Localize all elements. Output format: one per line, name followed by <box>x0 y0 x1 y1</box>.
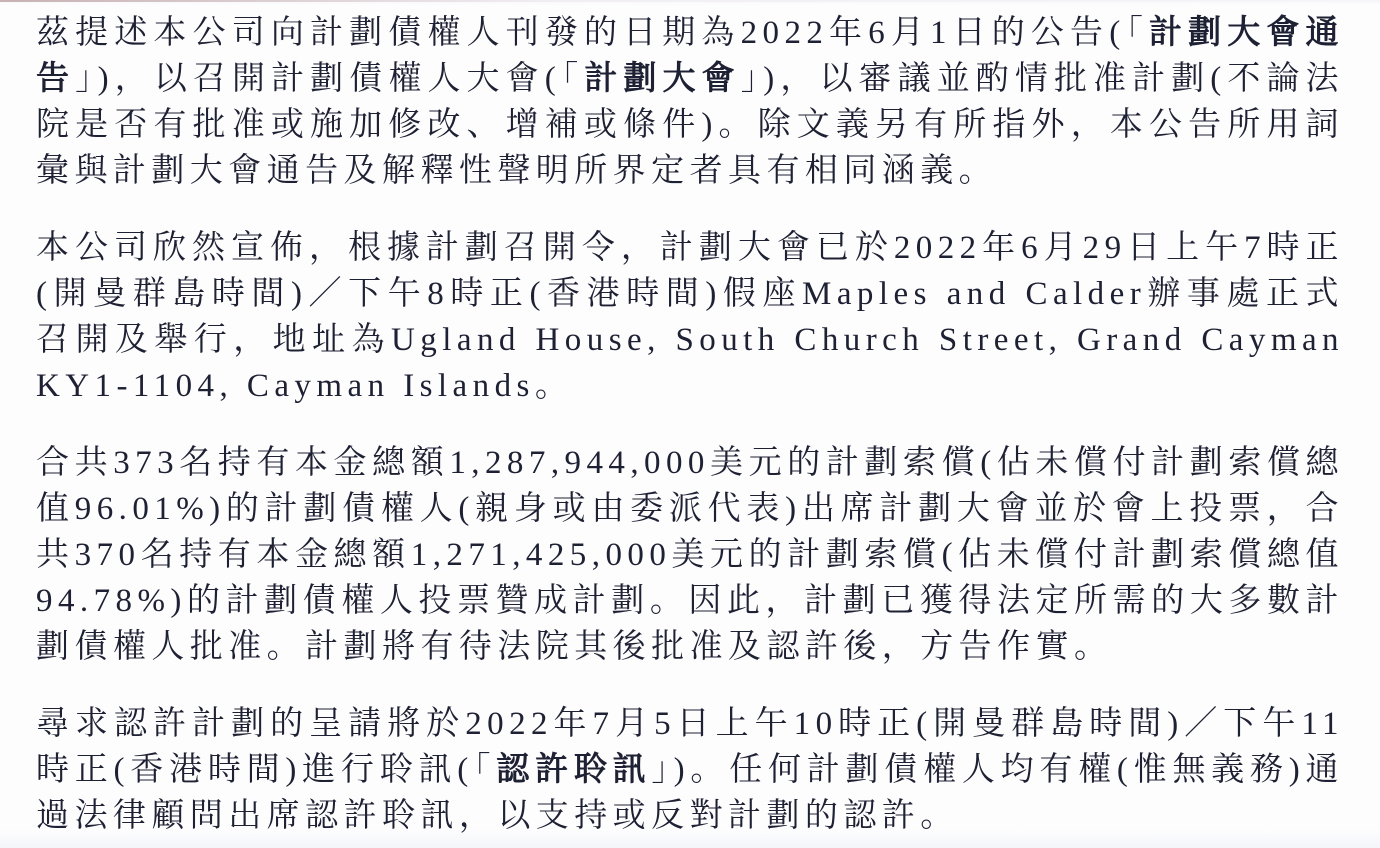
voting-results-text: 合共373名持有本金總額1,287,944,000美元的計劃索償(佔未償付計劃索償總值96.01%)的計劃債權人(親身或由委派代表)出席計劃大會並於會上投票，合共370名持有本金總額1,271,425,000美元的計劃索償(佔未償付計劃索償總值94.78%)的計劃債權人投票贊成計劃。因此，計劃已獲得法定所需的大多數計劃債權人批准。計劃將有待法院其後批准及認許後，方告作實。 <box>36 445 1344 665</box>
defined-term-scheme-meeting: 計劃大會 <box>584 61 741 97</box>
recital-text-2: 」)，以召開計劃債權人大會(「 <box>75 61 585 97</box>
paragraph-sanction-hearing <box>36 701 1344 839</box>
scan-edge-artifact <box>0 0 1380 2</box>
sanction-hearing-text-2: 」)。任何計劃債權人均有權(惟無義務)通過法律顧問出席認許聆訊，以支持或反對計劃的認許。 <box>36 752 1344 834</box>
defined-term-scheme-meeting-notice: 計劃大會通告 <box>36 15 1344 97</box>
recital-text-3: 」)，以審議並酌情批准計劃(不論法院是否有批准或施加修改、增補或條件)。除文義另有所指外，本公告所用詞彙與計劃大會通告及解釋性聲明所界定者具有相同涵義。 <box>36 61 1344 189</box>
paragraph-recital <box>36 10 1344 194</box>
sanction-hearing-text-1: 尋求認許計劃的呈請將於2022年7月5日上午10時正(開曼群島時間)／下午11時正(香港時間)進行聆訊(「 <box>36 706 1344 788</box>
recital-text-1: 茲提述本公司向計劃債權人刊發的日期為2022年6月1日的公告(「 <box>36 15 1149 51</box>
paragraph-meeting-held <box>36 225 1344 409</box>
defined-term-sanction-hearing: 認許聆訊 <box>496 752 652 788</box>
paragraph-voting-results <box>36 440 1344 670</box>
meeting-held-text: 本公司欣然宣佈，根據計劃召開令，計劃大會已於2022年6月29日上午7時正(開曼群島時間)／下午8時正(香港時間)假座Maples and Calder辦事處正式召開及舉行，地址為Ugland House, South Church Street, Grand Cayman KY1-1104, Cayman Islands。 <box>36 230 1344 404</box>
